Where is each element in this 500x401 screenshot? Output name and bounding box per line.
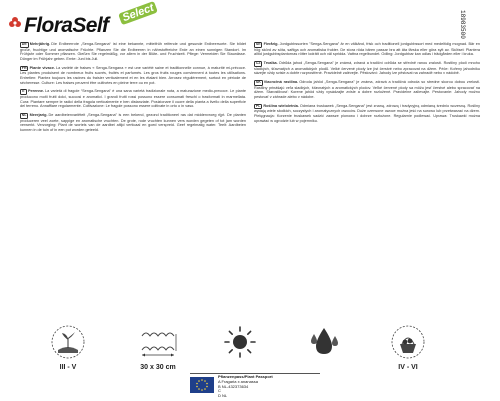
brand-logo [6,1,166,38]
block-text: La variété de fraises « Senga-Sengana » est une variété saine et traditionnelle connue, à maturité mi-précoce. Les plantes produisent de nombreux fruits sucrés, fruités et parfumés. Les gros fruits rouges conviennent à toutes les utilisations. Entretien: Plantez toujours les racines du fraisier verticalement et en les étalant bien. Arrosez régulièrement, surtout en période de sécheresse. Culture: Les fraises peuvent être cultivées en pleine terre ou en pot. [20,65,246,85]
language-badge: FR [21,65,27,70]
watering-icon [304,324,344,360]
spacing-icon [138,324,178,360]
sun-icon [220,324,260,360]
flower-logo-icon [8,16,22,30]
harvest-time-label: IV - VI [398,364,418,371]
block-title: Roślina wieloletnia. [263,103,299,108]
language-badge: SE [255,42,261,46]
passport-line-a: A Fragaria x ananassa [218,378,259,384]
block-text: De aardbeienvariëteit „Senga-Sengana” is een bekend, gezond traditioneel ras dat middenvroeg rijpt. De planten produceren veel zoete, sappige en aromatische vruchten. De grote, rode vruchten kunnen vers worden gegeten of tot jam worden verwerkt. Verzorging: Plant de wortels van de aardbei altijd verticaal en goed verspreid. Geef regelmatig water. Teelt: Aardbeien kunnen in de tuin of in een pot worden geteeld. [20,112,246,132]
left-text-column [20,42,246,136]
passport-title: Pflanzenpass/Plant Passport [218,374,273,379]
text-block-pl [254,104,480,124]
product-code: 18983500 [459,10,466,39]
spacing-label: 30 x 30 cm [140,364,176,371]
block-title: Mehrjährig. [29,42,51,46]
block-text: Die Erdbeerrote „Senga-Sengana“ ist eine bekannte, mittelfrüh reifende und gesunde Erdbeersorte. Sie bildet große, fruchtige und aromatische Früchte. Pflanzen Sie die Erdbeeren in nährstoffreiche Erde an einen sonnigen Standort. Im Frühjahr oder Sommer pflanzen. Gießen Sie regelmäßig, vor allem in der Blüte- und Fruchtzeit. Pflege: Vermeiden Sie Staunässe. Dünger im Frühjahr geben. Ernte: Juni bis Juli. [20,42,246,61]
brand-name: FloraSelf [24,14,109,37]
plant-passport [190,373,320,401]
planting-time-icon [48,324,88,360]
block-text: Jordgubbssorten ”Senga-Sengana” är en välkänd, frisk och traditionell jordgubbssort med medeltidig mognad. Bär en hög skörd av söta, saftiga och aromatiska frukter. De stora röda bären passar bra att äta färska eller göra sylt av. Skötsel: Plantera alltid jordgubbsplantornas rötter lodrätt och väl spridda. Vattna regelbundet. Odling: Jordgubbar kan odlas i trädgården eller i kruka. [254,42,480,57]
language-badge: DE [21,42,27,46]
language-badge: SK [255,79,261,84]
language-badge: CZ [255,60,261,65]
language-badge: NL [21,112,27,117]
passport-text [218,375,273,399]
text-block-nl [20,113,246,133]
language-badge: IT [21,89,25,94]
passport-line-d: D NL [218,393,228,399]
text-block-it [20,89,246,109]
block-text: Odrůda jahod „Senga-Sengana” je známá, zdravá a tradiční odrůda se středně ranou zralostí. Rostliny plodí mnoho sladkých, šťavnatých a aromatických plodů. Velké červené plody lze jíst čerstvé nebo zpracovat na džem. Péče: Kořeny jahodníku sázejte vždy svisle a dobře rozprostřené. Pravidelně zalévejte. Pěstování: Jahody lze pěstovat na zahradě nebo v nádobě. [254,60,480,76]
right-text-column [254,42,480,127]
block-text: Odmiana truskawek „Senga-Sengana” jest znaną, zdrową i tradycyjną odmianą średnio wczesną. Rośliny wydają wiele słodkich, soczystych i aromatycznych owoców. Duże czerwone owoce można jeść na surowo lub przetwarzać na dżem. Pielęgnacja: Korzenie truskawek sadzić zawsze pionowo i dobrze rozłożone. Regularnie podlewać. Uprawa: Truskawki można uprawiać w ogrodzie lub w pojemniku. [254,103,480,123]
text-block-fr [20,66,246,86]
block-title: Meerjarig. [29,112,48,117]
block-title: Trvalka. [263,60,278,65]
block-title: Perenne. [27,89,45,94]
passport-line-c: C [218,388,221,394]
text-block-de [20,42,246,62]
block-text: Odroda jahôd „Senga-Sengana” je známa, zdravá a tradičná odroda so stredne skorou dobou zrelosti. Rastliny prinášajú veľa sladkých, šťavnatých a aromatických plodov. Veľké červené plody sa môžu jesť čerstvé alebo spracovať na džem. Starostlivosť: Korene jahôd vždy vysádzajte zvisle a dobre rozložené. Pravidelne zalievajte. Pestovanie: Jahody možno pestovať v záhrade alebo v nádobe. [254,79,480,99]
cultivation-icons [20,324,460,372]
passport-line-b: B NL-432373634 [218,383,249,389]
text-block-sk [254,80,480,100]
brand-tag: Select [118,1,158,25]
harvest-time-icon [388,324,428,360]
language-badge: PL [255,103,261,108]
block-title: Viacročná rastlina. [263,79,299,84]
planting-time-label: III - V [59,364,77,371]
block-title: Plante vivace. [29,65,55,70]
text-block-se [254,42,480,57]
block-text: La varietà di fragole “Senga-Sengana” è una sana varietà tradizionale nota, a maturazione medio-precoce. Le piante producono molti frutti dolci, succosi e aromatici. I grandi frutti rossi possono essere consumati freschi o trasformati in marmellata. Cura: Piantare sempre le radici della fragola verticalmente e ben distanziate. Posizionare il cuore della pianta a livello della superficie del terreno. Annaffiare regolarmente. Coltivazione: Le fragole possono essere coltivate in orto o in vaso. [20,89,246,109]
eu-flag-icon [190,377,214,393]
block-title: Flerårig. [263,42,279,46]
text-block-cz [254,61,480,76]
